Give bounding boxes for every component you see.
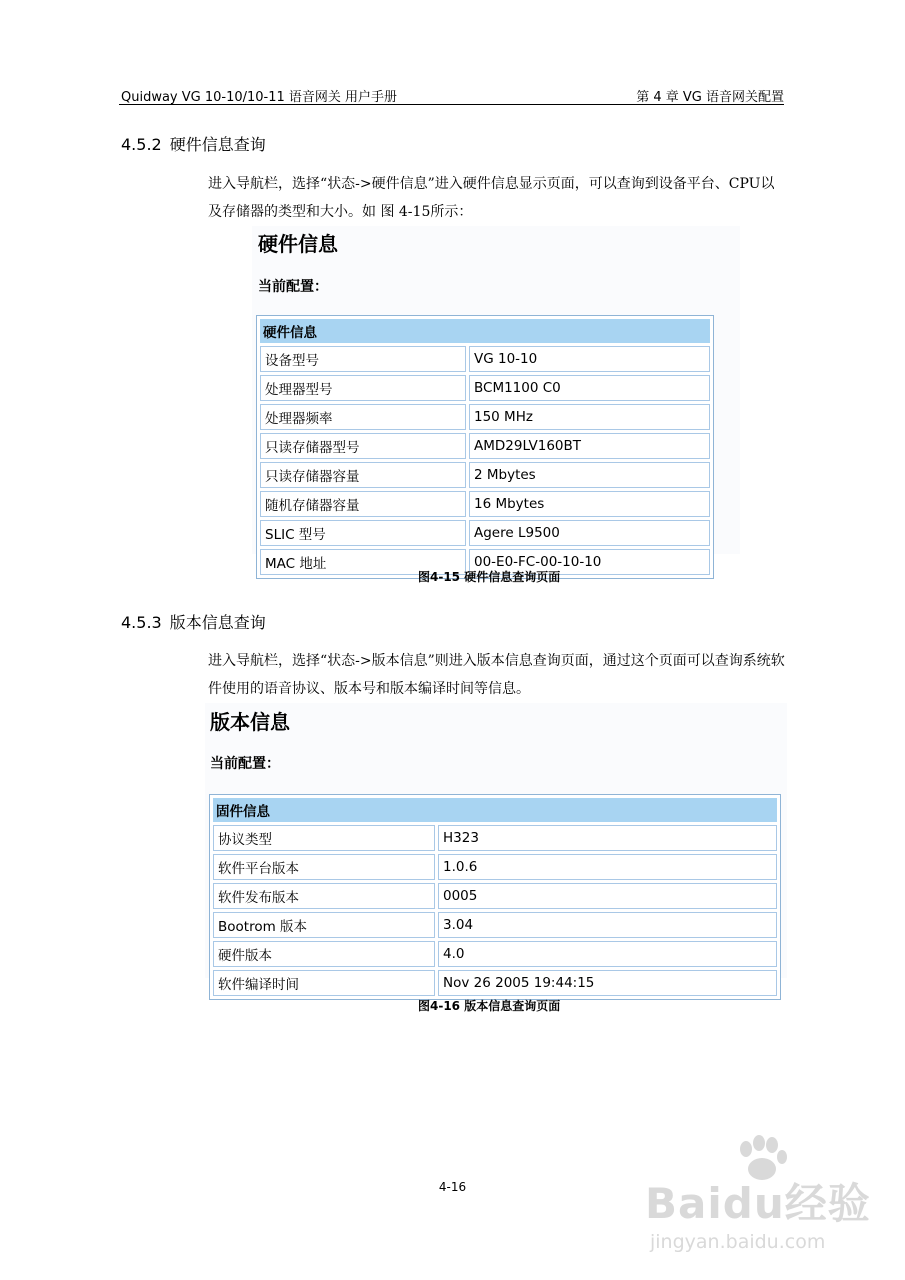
table-row bbox=[260, 462, 710, 488]
row-value: BCM1100 C0 bbox=[469, 375, 710, 401]
table-row bbox=[260, 404, 710, 430]
figure-current-config-label: 当前配置： bbox=[210, 756, 280, 772]
page-number: 4-16 bbox=[438, 1180, 467, 1194]
section-number: 4.5.2 bbox=[121, 135, 162, 154]
row-label: 软件平台版本 bbox=[213, 854, 435, 880]
figure-caption-4-16: 图4-16 版本信息查询页面 bbox=[418, 999, 561, 1013]
firmware-info-table bbox=[209, 794, 781, 1000]
table-row bbox=[260, 346, 710, 372]
section-number: 4.5.3 bbox=[121, 613, 162, 632]
row-label: 软件发布版本 bbox=[213, 883, 435, 909]
row-label: MAC 地址 bbox=[260, 549, 466, 575]
table-row bbox=[260, 491, 710, 517]
row-label: 硬件版本 bbox=[213, 941, 435, 967]
table-row bbox=[213, 912, 777, 938]
table-row bbox=[213, 825, 777, 851]
baidu-jingyan-watermark bbox=[640, 1135, 875, 1275]
section-title: 硬件信息查询 bbox=[169, 135, 266, 154]
header-divider bbox=[119, 104, 784, 105]
section-title: 版本信息查询 bbox=[169, 613, 266, 632]
row-value: 4.0 bbox=[438, 941, 777, 967]
figure-page-title: 版本信息 bbox=[210, 710, 290, 734]
figure-hardware-info bbox=[252, 226, 740, 572]
table-row bbox=[213, 854, 777, 880]
section-heading-hardware bbox=[121, 132, 266, 155]
row-value: VG 10-10 bbox=[469, 346, 710, 372]
row-label: 协议类型 bbox=[213, 825, 435, 851]
row-label: 只读存储器容量 bbox=[260, 462, 466, 488]
row-value: 3.04 bbox=[438, 912, 777, 938]
row-label: 设备型号 bbox=[260, 346, 466, 372]
row-value: H323 bbox=[438, 825, 777, 851]
row-label: 软件编译时间 bbox=[213, 970, 435, 996]
row-label: SLIC 型号 bbox=[260, 520, 466, 546]
table-row bbox=[260, 433, 710, 459]
figure-caption-4-15: 图4-15 硬件信息查询页面 bbox=[418, 570, 561, 584]
table-row bbox=[260, 520, 710, 546]
row-value: 0005 bbox=[438, 883, 777, 909]
row-label: 处理器型号 bbox=[260, 375, 466, 401]
hardware-info-table bbox=[256, 315, 714, 579]
figure-version-info bbox=[205, 703, 787, 993]
table-row bbox=[213, 970, 777, 996]
row-value: 00-E0-FC-00-10-10 bbox=[469, 549, 710, 575]
section-heading-version bbox=[121, 610, 266, 633]
row-value: 1.0.6 bbox=[438, 854, 777, 880]
row-value: 2 Mbytes bbox=[469, 462, 710, 488]
row-label: 随机存储器容量 bbox=[260, 491, 466, 517]
table-row bbox=[260, 375, 710, 401]
header-manual-title: Quidway VG 10-10/10-11 语音网关 用户手册 bbox=[121, 90, 398, 105]
row-value: 16 Mbytes bbox=[469, 491, 710, 517]
table-header: 硬件信息 bbox=[260, 319, 710, 343]
section-paragraph-version: 进入导航栏，选择“状态->版本信息”则进入版本信息查询页面，通过这个页面可以查询系统软件使用的语音协议、版本号和版本编译时间等信息。 bbox=[208, 653, 785, 697]
row-value: Nov 26 2005 19:44:15 bbox=[438, 970, 777, 996]
watermark-url: jingyan.baidu.com bbox=[650, 1231, 826, 1253]
row-value: AMD29LV160BT bbox=[469, 433, 710, 459]
row-label: 处理器频率 bbox=[260, 404, 466, 430]
table-row bbox=[213, 941, 777, 967]
figure-current-config-label: 当前配置： bbox=[258, 279, 328, 295]
row-label: 只读存储器型号 bbox=[260, 433, 466, 459]
row-value: Agere L9500 bbox=[469, 520, 710, 546]
section-paragraph-hardware: 进入导航栏，选择“状态->硬件信息”进入硬件信息显示页面，可以查询到设备平台、CPU以及存储器的类型和大小。如 图 4-15所示： bbox=[208, 176, 775, 220]
figure-page-title: 硬件信息 bbox=[258, 232, 338, 256]
row-value: 150 MHz bbox=[469, 404, 710, 430]
watermark-logo-text: Baidu经验 bbox=[645, 1179, 871, 1228]
table-row bbox=[213, 883, 777, 909]
header-chapter-title: 第 4 章 VG 语音网关配置 bbox=[636, 90, 784, 105]
table-header: 固件信息 bbox=[213, 798, 777, 822]
row-label: Bootrom 版本 bbox=[213, 912, 435, 938]
